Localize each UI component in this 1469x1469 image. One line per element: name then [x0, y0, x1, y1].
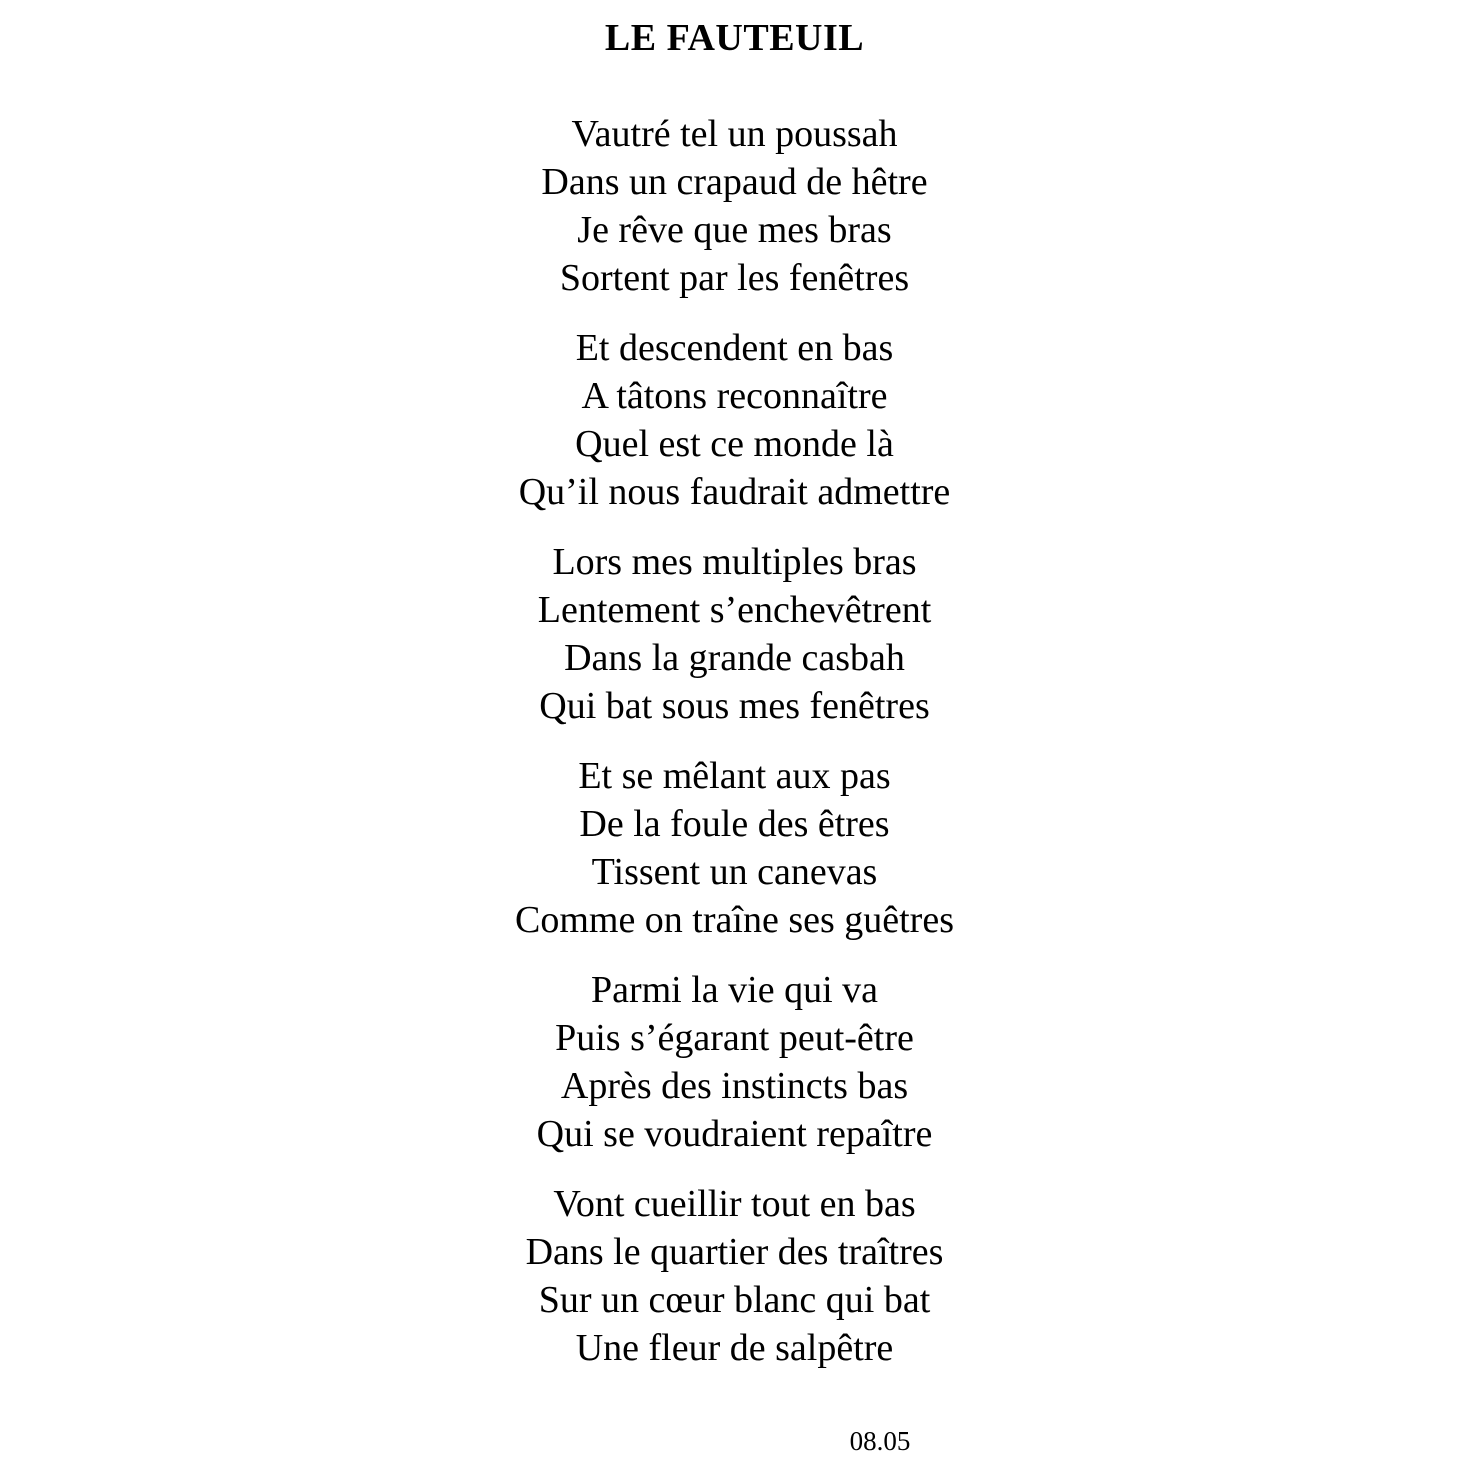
poem-line: Et se mêlant aux pas: [578, 755, 891, 797]
poem-line: Dans un crapaud de hêtre: [541, 161, 928, 203]
poem-line: Une fleur de salpêtre: [575, 1327, 894, 1369]
stanza-3: [0, 538, 1469, 730]
poem-line: Comme on traîne ses guêtres: [514, 899, 954, 941]
poem-line: Lors mes multiples bras: [552, 541, 917, 583]
poem-line: Sortent par les fenêtres: [559, 257, 910, 299]
poem-date: 08.05: [849, 1426, 911, 1456]
poem-line: Vont cueillir tout en bas: [553, 1183, 916, 1225]
poem-line: Sur un cœur blanc qui bat: [538, 1279, 931, 1321]
poem-title: LE FAUTEUIL: [604, 17, 865, 59]
poem-line: Après des instincts bas: [560, 1065, 909, 1107]
stanza-4: [0, 752, 1469, 944]
stanza-1: [0, 110, 1469, 302]
stanza-5: [0, 966, 1469, 1158]
poem-line: Puis s’égarant peut-être: [555, 1017, 914, 1059]
stanza-6: [0, 1180, 1469, 1372]
poem-line: Dans le quartier des traîtres: [525, 1231, 944, 1273]
poem-line: Et descendent en bas: [575, 327, 894, 369]
poem-line: De la foule des êtres: [579, 803, 890, 845]
poem-line: Parmi la vie qui va: [590, 969, 879, 1011]
poem-line: Quel est ce monde là: [575, 423, 894, 465]
poem-line: Qui bat sous mes fenêtres: [539, 685, 930, 727]
stanza-2: [0, 324, 1469, 516]
poem-line: Lentement s’enchevêtrent: [537, 589, 932, 631]
poem-line: Je rêve que mes bras: [577, 209, 892, 251]
poem-line: A tâtons reconnaître: [581, 375, 888, 417]
poem-line: Qui se voudraient repaître: [536, 1113, 933, 1155]
poem-line: Dans la grande casbah: [564, 637, 905, 679]
poem-line: Qu’il nous faudrait admettre: [518, 471, 951, 513]
poem-body: [0, 110, 1469, 1394]
poem-line: Tissent un canevas: [591, 851, 878, 893]
poem-line: Vautré tel un poussah: [571, 113, 898, 155]
